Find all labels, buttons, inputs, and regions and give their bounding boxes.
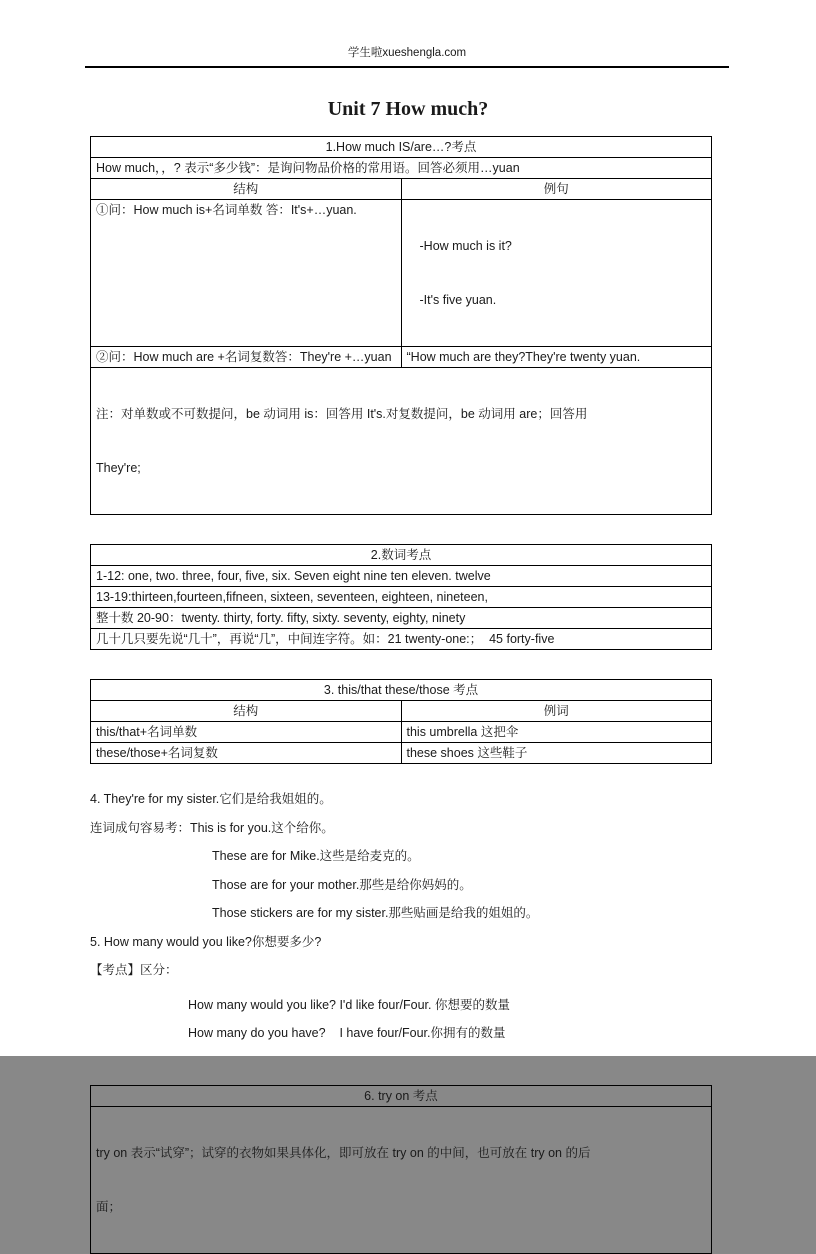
table-row [91,566,712,587]
column-header-example: 例句 [401,179,712,200]
site-watermark: 学生啦xueshengla.com [347,47,467,59]
page-title: Unit 7 How much? [327,98,489,120]
example-sentence: These are for Mike.这些是给麦克的。 [212,849,420,863]
note-line: They're; [96,461,141,475]
cell-example [401,200,712,347]
cell-try-on-note [91,1106,712,1253]
table-row [91,680,712,701]
cell-numbers-tens: 整十数 20-90：twenty. thirty, forty. fifty, sixty. seventy, eighty, ninety [91,608,712,629]
page-header [85,46,729,68]
example-sentence: How many do you have? I have four/Four.你拥有的数量 [188,1026,506,1040]
cell-numbers-1-12: 1-12: one, two. three, four, five, six. Seven eight nine ten eleven. twelve [91,566,712,587]
cell-example: these shoes 这些鞋子 [401,743,712,764]
cell-structure: this/that+名词单数 [91,722,402,743]
numerals-table [90,544,712,650]
column-header-example: 例词 [401,701,712,722]
notes-section [90,785,712,1048]
table-row [91,722,712,743]
example-sentence: Those stickers are for my sister.那些贴画是给我的姐姐的。 [212,906,539,920]
example-line: -It's five yuan. [419,293,497,307]
how-much-table [90,136,712,515]
example-sentence: Those are for your mother.那些是给你妈妈的。 [212,877,472,892]
table-row [91,1085,712,1106]
note-line: try on 表示“试穿”；试穿的衣物如果具体化，即可放在 try on 的中间，也可放在 try on 的后 [96,1145,591,1160]
table-row [91,608,712,629]
table-row [91,587,712,608]
cell-numbers-13-19: 13-19:thirteen,fourteen,fifneen, sixteen, seventeen, eighteen, nineteen, [91,587,712,608]
table-title: 6. try on 考点 [91,1085,712,1106]
point-5-subheading: 【考点】区分： [90,963,178,977]
column-header-structure: 结构 [91,179,402,200]
note-line: 面； [96,1199,122,1214]
example-sentence: How many would you like? I'd like four/Four. 你想要的数量 [188,997,510,1012]
table-title: 3. this/that these/those 考点 [91,680,712,701]
cell-example: this umbrella 这把伞 [401,722,712,743]
cell-structure: ①问：How much is+名词单数 答：It's+…yuan. [91,200,402,347]
table-row [91,1106,712,1253]
document-content [90,136,712,1254]
table-row [91,545,712,566]
cell-example: “How much are they?They're twenty yuan. [401,347,712,368]
table-intro: How much，，? 表示“多少钱”：是询问物品价格的常用语。回答必须用…yuan [91,158,712,179]
point-4-subheading: 连词成句容易考：This is for you.这个给你。 [90,820,334,835]
table-row [91,158,712,179]
this-that-table [90,679,712,764]
cell-numbers-compound: 几十几只要先说“几十”，再说“几”，中间连字符。如：21 twenty-one:； 45 forty-five [91,629,712,650]
note-line: 注：对单数或不可数提问，be 动词用 is：回答用 It's.对复数提问，be 动词用 are；回答用 [96,407,588,421]
point-5-heading: 5. How many would you like?你想要多少? [90,934,322,949]
table-note [91,368,712,515]
table-row [91,629,712,650]
table-title: 1.How much IS/are…?考点 [91,137,712,158]
table-row [91,701,712,722]
try-on-table [90,1085,712,1254]
table-title: 2.数词考点 [91,545,712,566]
table-row [91,743,712,764]
column-header-structure: 结构 [91,701,402,722]
table-row [91,137,712,158]
table-row [91,179,712,200]
table-row [91,347,712,368]
cell-structure: ②问：How much are +名词复数答：They're +…yuan [91,347,402,368]
example-line: -How much is it? [419,239,512,253]
table-row [91,368,712,515]
table-row [91,200,712,347]
point-4-heading: 4. They're for my sister.它们是给我姐姐的。 [90,792,332,806]
cell-structure: these/those+名词复数 [91,743,402,764]
